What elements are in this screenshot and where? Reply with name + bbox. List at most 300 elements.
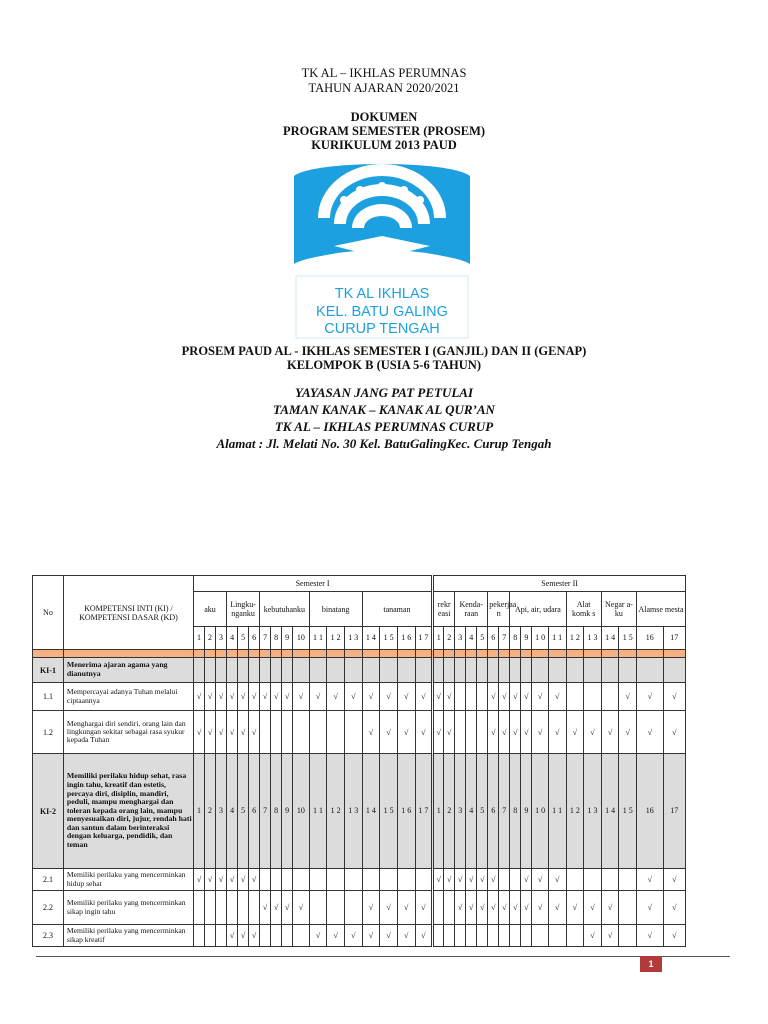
check-cell: √ [397,925,415,947]
check-cell: √ [566,891,584,925]
check-cell: √ [249,711,260,754]
week-header: 17 [663,627,685,650]
week-header: 9 [521,627,532,650]
week-cell: 6 [249,754,260,869]
check-cell: √ [444,711,455,754]
doc-title: DOKUMEN [350,110,418,124]
week-cell [260,658,271,683]
separator-cell [637,650,663,658]
week-header: 8 [271,627,282,650]
check-cell: √ [238,869,249,891]
check-cell: √ [327,925,345,947]
check-cell: √ [499,891,510,925]
week-header: 1 [194,627,205,650]
check-cell: √ [249,683,260,711]
check-cell: √ [584,891,602,925]
check-cell [584,869,602,891]
week-header: 3 [455,627,466,650]
separator-cell [663,650,685,658]
kindergarten-name: TAMAN KANAK – KANAK AL QUR’AN [273,402,495,417]
check-cell: √ [532,891,549,925]
check-cell: √ [455,891,466,925]
theme-header: aku [194,592,227,627]
ki-row [33,754,686,869]
check-cell [216,925,227,947]
logo-text-3: CURUP TENGAH [324,321,440,337]
separator-cell [205,650,216,658]
kd-row [33,869,686,891]
check-cell: √ [499,711,510,754]
check-cell [205,891,216,925]
kd-description: Mempercayai adanya Tuhan melalui ciptaannya [63,683,193,711]
check-cell [619,869,637,891]
week-header: 4 [227,627,238,650]
week-cell [309,658,327,683]
separator-cell [619,650,637,658]
check-cell [415,869,433,891]
week-cell: 1 5 [380,754,398,869]
check-cell: √ [415,711,433,754]
check-cell: √ [260,891,271,925]
check-cell [271,711,282,754]
week-cell [663,658,685,683]
check-cell [309,711,327,754]
week-cell [293,658,310,683]
check-cell: √ [601,925,619,947]
check-cell: √ [271,891,282,925]
check-cell [282,869,293,891]
check-cell: √ [566,711,584,754]
separator-cell [510,650,521,658]
week-cell: 1 2 [566,754,584,869]
week-header: 4 [466,627,477,650]
check-cell: √ [521,683,532,711]
check-cell [282,925,293,947]
no-header: No [33,576,64,650]
check-cell: √ [415,925,433,947]
semester-1-header: Semester I [194,576,433,592]
week-cell: 1 6 [397,754,415,869]
week-cell: 1 7 [415,754,433,869]
check-cell [327,891,345,925]
kd-row [33,683,686,711]
week-cell [249,658,260,683]
week-header: 1 1 [309,627,327,650]
semester-2-header: Semester II [433,576,686,592]
separator-cell [33,650,64,658]
week-cell [205,658,216,683]
week-header: 1 2 [566,627,584,650]
school-logo [294,166,470,338]
week-header: 7 [260,627,271,650]
kd-number: 2.3 [33,925,64,947]
check-cell: √ [205,869,216,891]
school-name: TK AL – IKHLAS PERUMNAS [301,66,467,80]
week-cell [271,658,282,683]
separator-cell [238,650,249,658]
kd-description: Memiliki perilaku yang mencerminkan sikap ingin tahu [63,891,193,925]
school-address: Alamat : Jl. Melati No. 30 Kel. BatuGalingKec. Curup Tengah [216,436,552,451]
check-cell: √ [637,683,663,711]
check-cell [477,711,488,754]
separator-cell [344,650,362,658]
week-cell [477,658,488,683]
check-cell [282,711,293,754]
check-cell: √ [380,683,398,711]
check-cell [293,869,310,891]
check-cell: √ [205,711,216,754]
check-cell: √ [194,869,205,891]
theme-header: rekr easi [433,592,455,627]
check-cell: √ [510,711,521,754]
check-cell: √ [397,683,415,711]
week-header: 16 [637,627,663,650]
week-cell: 2 [444,754,455,869]
theme-header: Alat komk s [566,592,601,627]
week-cell [344,658,362,683]
week-cell: 10 [293,754,310,869]
separator-cell [601,650,619,658]
check-cell: √ [488,683,499,711]
check-cell: √ [548,711,566,754]
check-cell [271,869,282,891]
week-cell: 2 [205,754,216,869]
check-cell: √ [216,683,227,711]
check-cell: √ [619,683,637,711]
week-header: 1 2 [327,627,345,650]
check-cell [548,925,566,947]
logo-emblem [294,166,470,338]
check-cell: √ [194,683,205,711]
week-cell [510,658,521,683]
check-cell: √ [444,869,455,891]
week-header: 1 4 [601,627,619,650]
check-cell: √ [238,925,249,947]
kd-row [33,711,686,754]
week-header: 2 [205,627,216,650]
check-cell: √ [466,891,477,925]
week-header: 1 7 [415,627,433,650]
check-cell: √ [663,683,685,711]
week-cell: 3 [455,754,466,869]
check-cell: √ [380,925,398,947]
separator-cell [271,650,282,658]
check-cell: √ [216,869,227,891]
theme-header: Api, air, udara [510,592,566,627]
check-cell: √ [601,711,619,754]
check-cell: √ [637,891,663,925]
kd-description: Menghargai diri sendiri, orang lain dan lingkungan sekitar sebagai rasa syukur kepada Tuhan [63,711,193,754]
kd-number: 1.2 [33,711,64,754]
check-cell [433,891,444,925]
check-cell: √ [532,683,549,711]
check-cell: √ [227,683,238,711]
week-cell: 1 3 [344,754,362,869]
check-cell: √ [548,683,566,711]
check-cell: √ [637,925,663,947]
check-cell: √ [205,683,216,711]
separator-cell [455,650,466,658]
week-cell [433,658,444,683]
group-title: KELOMPOK B (USIA 5-6 TAHUN) [287,358,481,372]
week-cell [380,658,398,683]
check-cell [566,925,584,947]
check-cell: √ [637,869,663,891]
check-cell [499,925,510,947]
check-cell: √ [380,711,398,754]
week-cell: 8 [510,754,521,869]
check-cell: √ [584,925,602,947]
check-cell: √ [293,891,310,925]
week-header: 1 3 [344,627,362,650]
check-cell: √ [488,711,499,754]
separator-cell [260,650,271,658]
week-cell: 16 [637,754,663,869]
check-cell: √ [282,683,293,711]
check-cell [433,925,444,947]
check-cell: √ [415,683,433,711]
week-cell [548,658,566,683]
check-cell [455,683,466,711]
week-header: 9 [282,627,293,650]
week-cell: 1 1 [548,754,566,869]
check-cell: √ [249,869,260,891]
week-cell: 7 [260,754,271,869]
prosem-table-wrapper [32,575,686,947]
check-cell [344,869,362,891]
kd-number: 2.2 [33,891,64,925]
check-cell: √ [327,683,345,711]
kd-header: KOMPETENSI INTI (KI) / KOMPETENSI DASAR (KD) [63,576,193,650]
check-cell: √ [362,711,380,754]
foundation-name: YAYASAN JANG PAT PETULAI [294,385,474,400]
check-cell: √ [227,711,238,754]
week-cell: 1 4 [601,754,619,869]
check-cell [510,925,521,947]
separator-cell [397,650,415,658]
week-cell: 7 [499,754,510,869]
check-cell: √ [344,925,362,947]
week-cell: 3 [216,754,227,869]
week-cell: 4 [227,754,238,869]
theme-header: binatang [309,592,362,627]
week-header: 1 3 [584,627,602,650]
separator-cell [415,650,433,658]
check-cell [619,891,637,925]
curriculum-title: KURIKULUM 2013 PAUD [311,138,457,152]
week-cell [282,658,293,683]
week-cell [601,658,619,683]
check-cell: √ [521,869,532,891]
check-cell: √ [521,891,532,925]
separator-cell [249,650,260,658]
week-header: 8 [510,627,521,650]
check-cell [444,925,455,947]
ki-description: Menerima ajaran agama yang dianutnya [63,658,193,683]
check-cell: √ [477,869,488,891]
check-cell: √ [433,683,444,711]
ki-label: KI-2 [33,754,64,869]
check-cell: √ [282,891,293,925]
separator-cell [488,650,499,658]
check-cell: √ [397,711,415,754]
check-cell: √ [444,683,455,711]
separator-row [33,650,686,658]
week-cell [444,658,455,683]
separator-cell [584,650,602,658]
week-cell: 1 4 [362,754,380,869]
check-cell [271,925,282,947]
separator-cell [444,650,455,658]
check-cell: √ [548,869,566,891]
school-full-name: TK AL – IKHLAS PERUMNAS CURUP [274,419,494,434]
week-cell: 1 [433,754,444,869]
check-cell: √ [499,683,510,711]
prosem-title: PROSEM PAUD AL - IKHLAS SEMESTER I (GANJIL) DAN II (GENAP) [181,344,587,358]
check-cell: √ [488,869,499,891]
week-header: 1 5 [380,627,398,650]
check-cell: √ [309,925,327,947]
week-header: 2 [444,627,455,650]
check-cell: √ [216,711,227,754]
check-cell: √ [619,711,637,754]
week-cell [327,658,345,683]
separator-cell [227,650,238,658]
separator-cell [327,650,345,658]
week-cell: 5 [477,754,488,869]
week-header: 1 1 [548,627,566,650]
week-cell [488,658,499,683]
week-header: 6 [249,627,260,650]
check-cell: √ [510,683,521,711]
week-cell [455,658,466,683]
week-cell: 9 [282,754,293,869]
check-cell: √ [227,869,238,891]
separator-cell [282,650,293,658]
check-cell: √ [548,891,566,925]
check-cell: √ [663,891,685,925]
week-header: 1 4 [362,627,380,650]
check-cell [344,891,362,925]
week-header: 1 [433,627,444,650]
check-cell [260,925,271,947]
check-cell [601,869,619,891]
week-cell: 1 3 [584,754,602,869]
week-cell: 17 [663,754,685,869]
week-cell [362,658,380,683]
separator-cell [548,650,566,658]
week-cell [521,658,532,683]
check-cell [532,925,549,947]
separator-cell [433,650,444,658]
ki-label: KI-1 [33,658,64,683]
check-cell [397,869,415,891]
separator-cell [194,650,205,658]
check-cell: √ [227,925,238,947]
theme-header: Alamse mesta [637,592,686,627]
week-cell: 4 [466,754,477,869]
week-cell: 8 [271,754,282,869]
week-cell: 5 [238,754,249,869]
check-cell [521,925,532,947]
check-cell: √ [488,891,499,925]
separator-cell [380,650,398,658]
logo-text-1: TK AL IKHLAS [334,286,430,302]
separator-cell [362,650,380,658]
logo-text-2: KEL. BATU GALING [316,304,448,320]
check-cell: √ [466,869,477,891]
page-number: 1 [640,956,662,972]
check-cell: √ [194,711,205,754]
check-cell [260,869,271,891]
check-cell [466,925,477,947]
check-cell [205,925,216,947]
check-cell [309,891,327,925]
separator-cell [532,650,549,658]
week-cell [584,658,602,683]
kd-row [33,891,686,925]
kd-row [33,925,686,947]
check-cell: √ [344,683,362,711]
check-cell [477,683,488,711]
check-cell: √ [510,891,521,925]
kd-description: Memiliki perilaku yang mencerminkan sikap kreatif [63,925,193,947]
week-cell [499,658,510,683]
check-cell [216,891,227,925]
week-header: 5 [238,627,249,650]
check-cell [455,925,466,947]
theme-header: kebutuhanku [260,592,310,627]
week-cell [566,658,584,683]
kd-number: 2.1 [33,869,64,891]
check-cell: √ [249,925,260,947]
week-cell: 1 2 [327,754,345,869]
check-cell: √ [433,869,444,891]
check-cell: √ [397,891,415,925]
check-cell [227,891,238,925]
check-cell [249,891,260,925]
check-cell: √ [663,925,685,947]
week-cell [397,658,415,683]
footer-divider [36,956,730,957]
week-cell [216,658,227,683]
separator-cell [309,650,327,658]
week-cell [194,658,205,683]
week-header: 1 5 [619,627,637,650]
separator-cell [63,650,193,658]
check-cell: √ [663,711,685,754]
check-cell [499,869,510,891]
separator-cell [566,650,584,658]
check-cell [309,869,327,891]
check-cell: √ [271,683,282,711]
week-cell: 1 5 [619,754,637,869]
week-cell [238,658,249,683]
check-cell: √ [362,925,380,947]
week-header: 1 0 [532,627,549,650]
check-cell: √ [433,711,444,754]
check-cell: √ [309,683,327,711]
check-cell: √ [238,683,249,711]
check-cell [455,711,466,754]
ki-row [33,658,686,683]
check-cell: √ [663,869,685,891]
week-cell [532,658,549,683]
check-cell [238,891,249,925]
check-cell [601,683,619,711]
check-cell [444,891,455,925]
check-cell [260,711,271,754]
